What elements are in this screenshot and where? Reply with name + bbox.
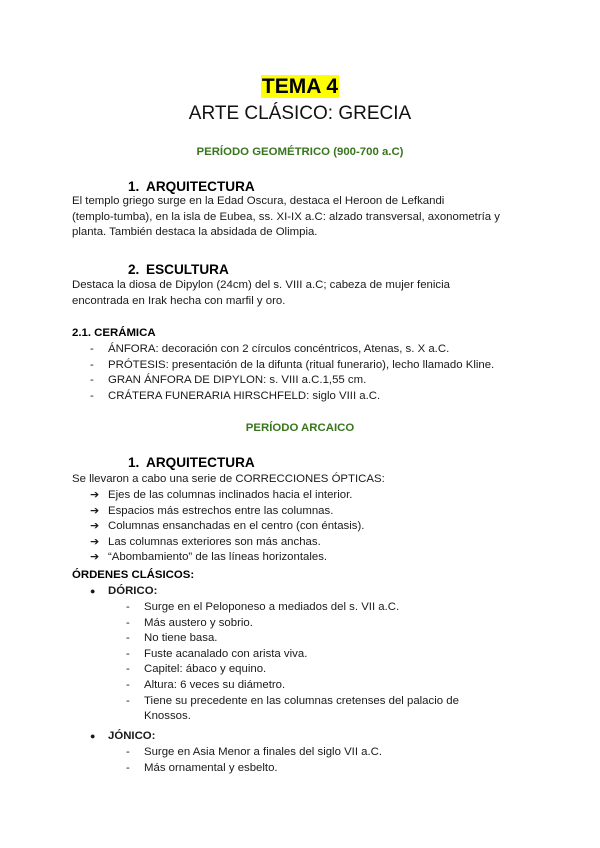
list-item-text: Columnas ensanchadas en el centro (con éntasis).: [108, 520, 365, 533]
list-item-text: Tiene su precedente en las columnas cretenses del palacio de: [144, 694, 459, 707]
paragraph-line: Destaca la diosa de Dipylon (24cm) del s. VIII a.C; cabeza de mujer fenicia: [72, 279, 450, 291]
arrow-icon: ➔: [90, 535, 100, 548]
paragraph-line: planta. También destaca la absidada de Olimpia.: [72, 226, 318, 239]
list-item-text: Capitel: ábaco y equino.: [144, 663, 267, 676]
list-item-text: Fuste acanalado con arista viva.: [144, 647, 308, 660]
list-item-text: Surge en el Peloponeso a mediados del s. VII a.C.: [144, 601, 400, 613]
dash-marker: -: [90, 343, 94, 355]
paragraph-line: encontrada en Irak hecha con marfil y oro.: [72, 294, 286, 307]
list-item-text: CRÁTERA FUNERARIA HIRSCHFELD: siglo VIII a.C.: [108, 389, 381, 402]
arrow-icon: ➔: [90, 551, 100, 564]
subsection-heading-ceramica: 2.1. CERÁMICA: [72, 327, 156, 339]
dash-marker: -: [126, 647, 130, 660]
list-item-text: Altura: 6 veces su diámetro.: [144, 678, 286, 691]
section-number: 1.: [128, 455, 140, 470]
page-subtitle: ARTE CLÁSICO: GRECIA: [188, 103, 412, 124]
section-heading-escultura: [128, 261, 229, 279]
bullet-item-label: JÓNICO:: [108, 730, 156, 742]
title-block: [0, 74, 600, 100]
list-item-text: Espacios más estrechos entre las columnas.: [108, 504, 334, 517]
paragraph-line: El templo griego surge en la Edad Oscura, destaca el Heroon de Lefkandi: [72, 195, 445, 207]
list-item-text: PRÓTESIS: presentación de la difunta (ritual funerario), lecho llamado Kline.: [108, 358, 495, 371]
list-item-text: Ejes de las columnas inclinados hacia el interior.: [108, 489, 353, 501]
tema-title: TEMA 4: [261, 75, 339, 98]
dash-marker: -: [126, 678, 130, 691]
arrow-icon: ➔: [90, 489, 100, 501]
dash-marker: -: [126, 694, 130, 707]
dash-marker: -: [126, 761, 130, 774]
section-heading-arquitectura-arcaico: [128, 454, 255, 472]
bullet-dot-icon: ●: [90, 586, 96, 596]
dash-marker: -: [126, 616, 130, 629]
arrow-icon: ➔: [90, 520, 100, 533]
dash-marker: -: [90, 358, 94, 371]
list-item-text: Surge en Asia Menor a finales del siglo VII a.C.: [144, 746, 383, 758]
dash-marker: -: [126, 663, 130, 676]
bullet-item-label: DÓRICO:: [108, 585, 158, 597]
list-item-text: No tiene basa.: [144, 632, 218, 645]
paragraph-escultura: [72, 278, 542, 309]
section-number: 1.: [128, 179, 140, 194]
list-item-text: Knossos.: [144, 710, 191, 723]
dash-marker: -: [126, 746, 130, 758]
bullet-dot-icon: ●: [90, 731, 96, 741]
paragraph-line: (templo-tumba), en la isla de Eubea, ss. XI-IX a.C: alzado transversal, axonometría y: [72, 210, 500, 223]
section-heading-text: ARQUITECTURA: [146, 179, 255, 194]
list-item-text: Más austero y sobrio.: [144, 616, 253, 629]
subsection-heading-ordenes: ÓRDENES CLÁSICOS:: [72, 569, 195, 581]
arrow-icon: ➔: [90, 504, 100, 517]
paragraph-line: Se llevaron a cabo una serie de CORRECCIONES ÓPTICAS:: [72, 473, 385, 485]
dash-marker: -: [90, 374, 94, 387]
list-item-text: Las columnas exteriores son más anchas.: [108, 535, 321, 548]
section-number: 2.: [128, 262, 140, 277]
list-item-text: GRAN ÁNFORA DE DIPYLON: s. VIII a.C.1,55 cm.: [108, 374, 367, 387]
list-item-text: Más ornamental y esbelto.: [144, 761, 278, 774]
paragraph-arquitectura-geometrico: [72, 194, 542, 241]
dash-marker: -: [126, 601, 130, 613]
list-item-text: “Abombamiento” de las líneas horizontales.: [108, 551, 328, 564]
dash-marker: -: [90, 389, 94, 402]
paragraph-correcciones-intro: [72, 472, 542, 488]
period-geometrico-title: PERÍODO GEOMÉTRICO (900-700 a.C): [196, 146, 404, 158]
dash-marker: -: [126, 632, 130, 645]
list-item-text: ÁNFORA: decoración con 2 círculos concéntricos, Atenas, s. X a.C.: [108, 343, 450, 355]
section-heading-text: ARQUITECTURA: [146, 455, 255, 470]
period-arcaico-title: PERÍODO ARCAICO: [245, 422, 355, 434]
section-heading-text: ESCULTURA: [146, 262, 229, 277]
